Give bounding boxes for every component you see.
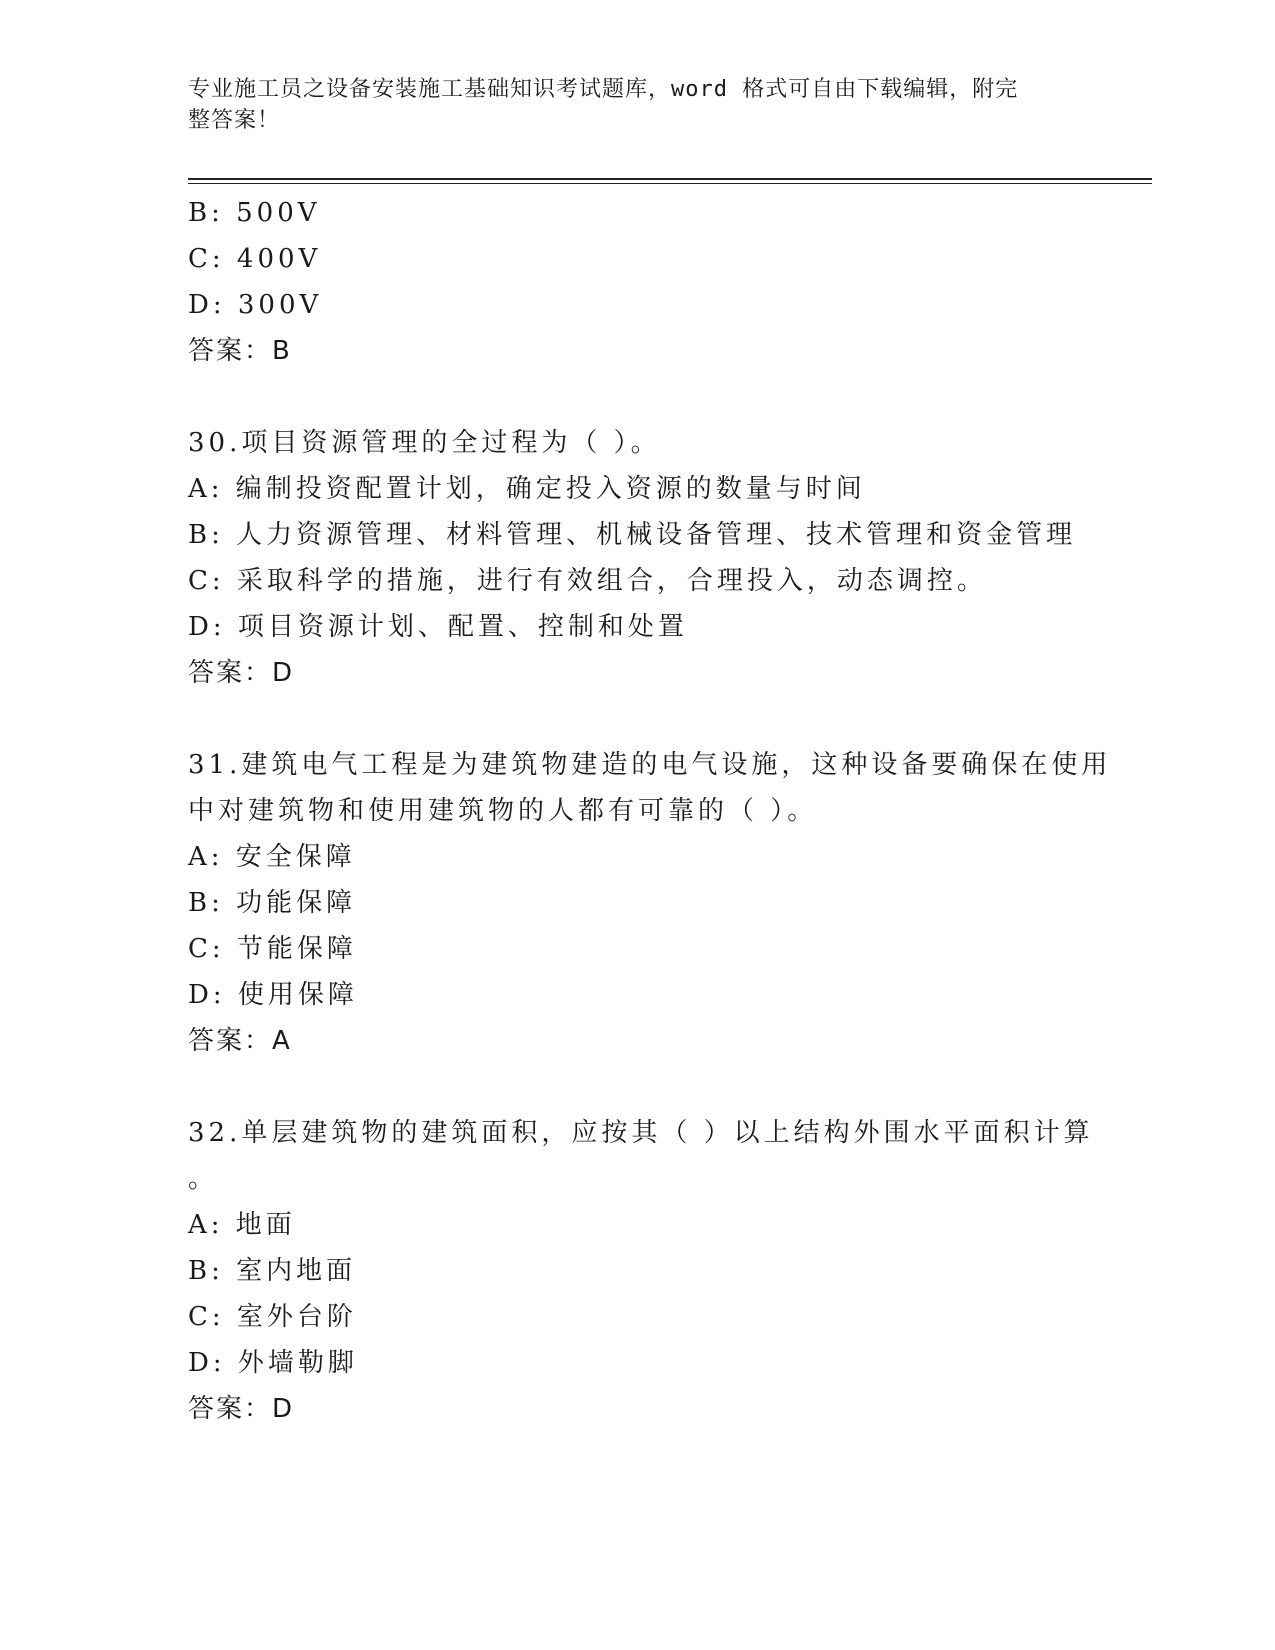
question-text-line-1: 32.单层建筑物的建筑面积，应按其（ ）以上结构外围水平面积计算 <box>188 1118 1094 1148</box>
header-divider-thick <box>188 178 1152 180</box>
question-text-line-2: 。 <box>188 1164 219 1194</box>
answer-line: 答案：B <box>188 336 292 366</box>
option-d: D: 外墙勒脚 <box>188 1348 358 1378</box>
answer-line: 答案：D <box>188 1394 295 1424</box>
question-29-continued <box>188 190 1088 374</box>
option-c: C: 采取科学的措施，进行有效组合，合理投入，动态调控。 <box>188 566 987 596</box>
question-text: 30.项目资源管理的全过程为（ ）。 <box>188 428 661 458</box>
header-divider-thin <box>188 183 1152 184</box>
option-d: D: 使用保障 <box>188 980 358 1010</box>
question-30 <box>188 420 1088 696</box>
option-b: B: 室内地面 <box>188 1256 357 1286</box>
option-d: D: 项目资源计划、配置、控制和处置 <box>188 612 688 642</box>
answer-line: 答案：D <box>188 658 295 688</box>
option-a: A: 地面 <box>188 1210 296 1240</box>
option-b: B: 人力资源管理、材料管理、机械设备管理、技术管理和资金管理 <box>188 520 1077 550</box>
option-b: B: 500V <box>188 198 321 228</box>
option-c: C: 节能保障 <box>188 934 357 964</box>
option-b: B: 功能保障 <box>188 888 357 918</box>
option-d: D: 300V <box>188 290 323 320</box>
question-list <box>188 190 1112 1432</box>
question-32 <box>188 1110 1094 1432</box>
option-a: A: 编制投资配置计划，确定投入资源的数量与时间 <box>188 474 866 504</box>
page-header <box>188 74 1068 136</box>
option-c: C: 室外台阶 <box>188 1302 357 1332</box>
spacer <box>188 374 1088 420</box>
question-31 <box>188 742 1112 1064</box>
spacer <box>188 1064 1088 1110</box>
question-text-line-2: 中对建筑物和使用建筑物的人都有可靠的（ ）。 <box>188 796 818 826</box>
question-text-line-1: 31.建筑电气工程是为建筑物建造的电气设施，这种设备要确保在使用 <box>188 750 1112 780</box>
option-a: A: 安全保障 <box>188 842 356 872</box>
spacer <box>188 696 1088 742</box>
option-c: C: 400V <box>188 244 322 274</box>
header-title-line-1: 专业施工员之设备安装施工基础知识考试题库，word 格式可自由下载编辑，附完 <box>188 77 1019 102</box>
header-title-line-2: 整答案！ <box>188 108 281 133</box>
answer-line: 答案：A <box>188 1026 292 1056</box>
